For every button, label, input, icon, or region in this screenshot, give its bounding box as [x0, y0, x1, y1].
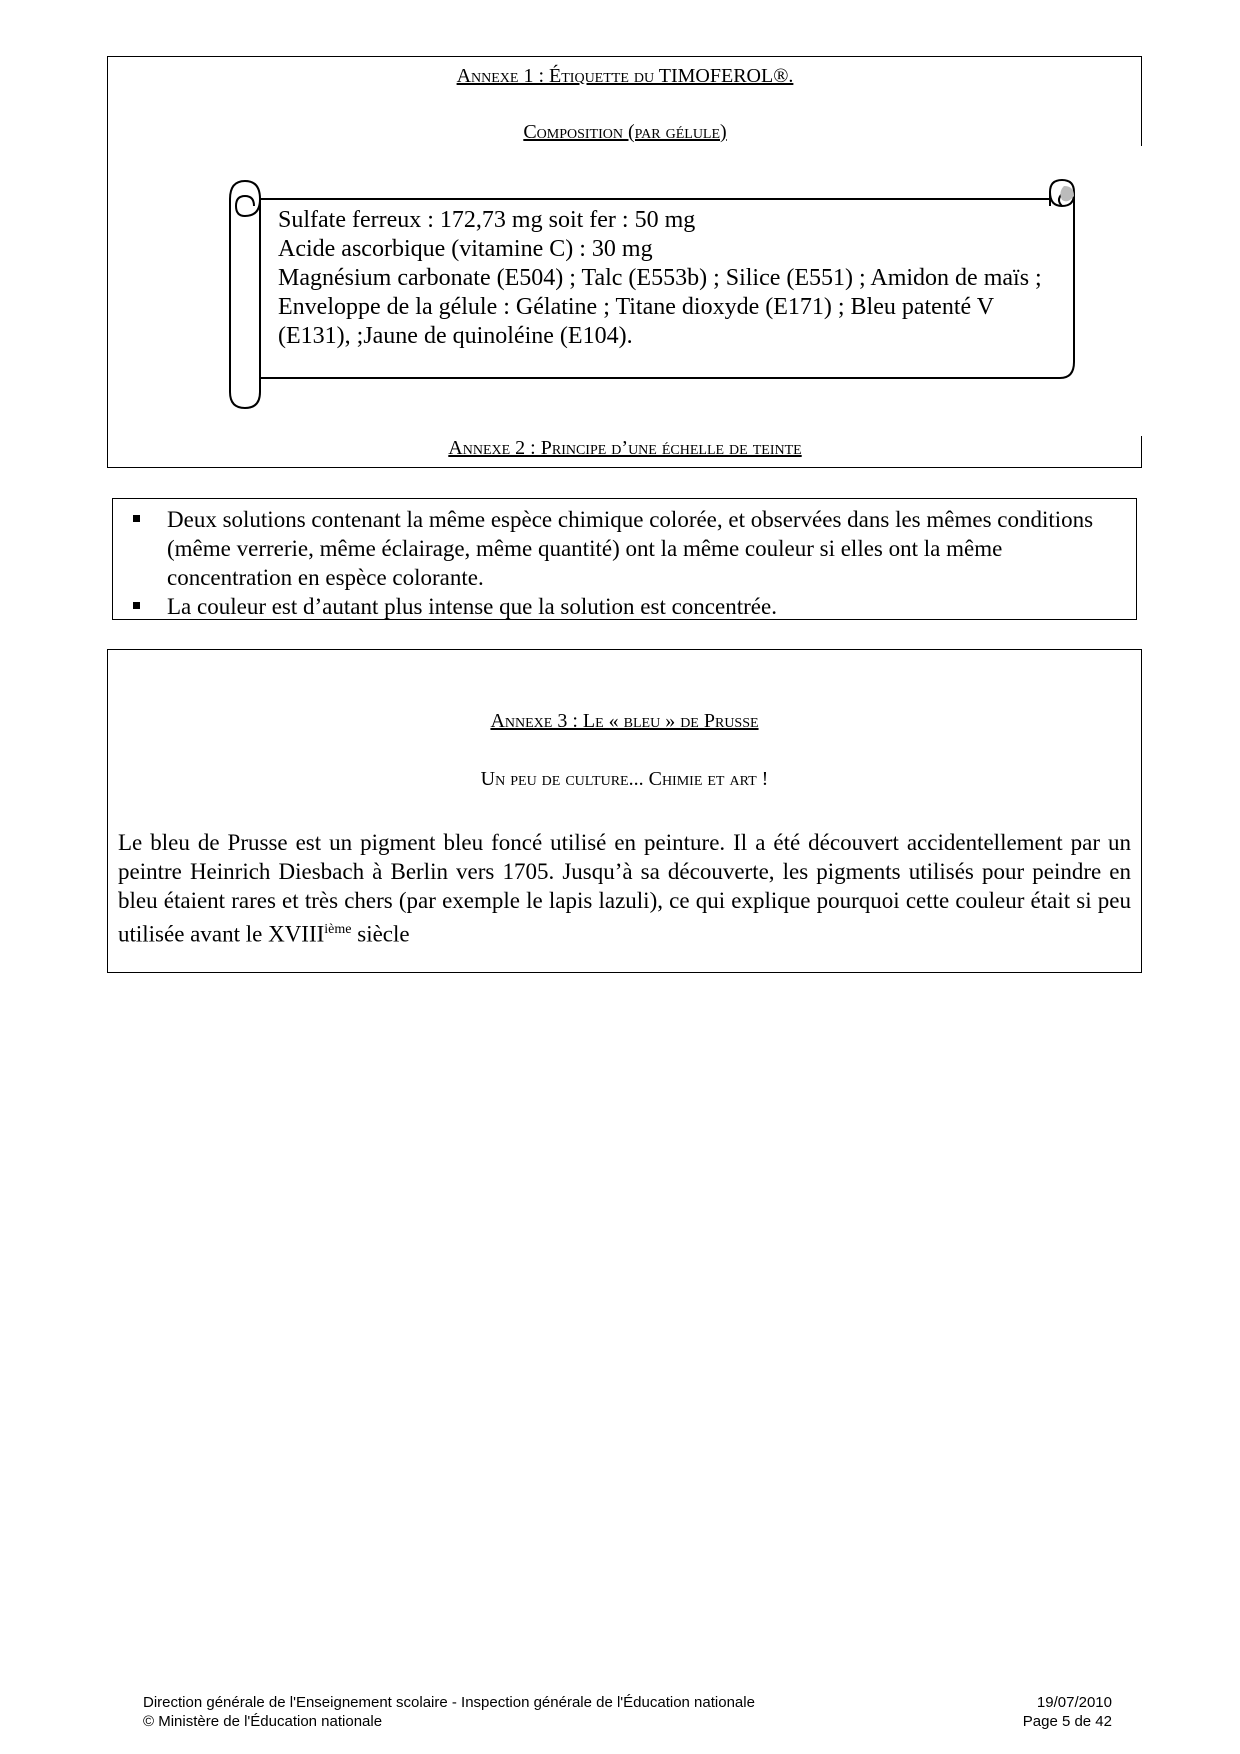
principle-list [123, 505, 1123, 621]
annexe-3-frame [107, 649, 1142, 973]
square-bullet-icon [133, 515, 140, 522]
list-item [123, 592, 1123, 621]
footer-right [960, 1693, 1112, 1731]
label-line: Magnésium carbonate (E504) ; Talc (E553b) ; Silice (E551) ; Amidon de maïs ; Enveloppe de la gélule : Gélatine ; Titane dioxyde (E171) ; Bleu patenté V (E131), ;Jaune de quinoléine (E104). [278, 265, 1042, 349]
label-composition-text [278, 206, 1068, 351]
frame-edge [1141, 436, 1142, 468]
footer-line-2: © Ministère de l'Éducation nationale [143, 1713, 383, 1730]
annexe-3-paragraph [118, 828, 1131, 949]
paragraph-end: siècle [351, 921, 410, 947]
annexe-2-title: Annexe 2 : Principe d’une échelle de teinte [448, 437, 802, 459]
list-item [123, 505, 1123, 592]
footer-date: 19/07/2010 [1036, 1694, 1112, 1711]
annexe-3-title: Annexe 3 : Le « bleu » de Prusse [490, 710, 759, 732]
paragraph-text: Le bleu de Prusse est un pigment bleu foncé utilisé en peinture. Il a été découvert accidentellement par un peintre Heinrich Diesbach à Berlin vers 1705. Jusqu’à sa découverte, les pigments utilisés pour peindre en bleu étaient rares et très chers (par exemple le lapis lazuli), ce qui explique pourquoi cette couleur était si peu utilisée avant le XVIII [118, 830, 1131, 947]
square-bullet-icon [133, 602, 140, 609]
footer-left [143, 1693, 755, 1731]
annexe-2-frame [112, 498, 1137, 620]
annexe-1-subtitle: Composition (par gélule) [523, 121, 727, 143]
superscript: ième [324, 922, 352, 937]
frame-edge [1141, 56, 1142, 146]
footer-line-1: Direction générale de l'Enseignement scolaire - Inspection générale de l'Éducation nationale [143, 1694, 755, 1711]
annexe-1-title: Annexe 1 : Étiquette du TIMOFEROL®. [456, 65, 794, 87]
annexe-3-subtitle: Un peu de culture... Chimie et art ! [480, 768, 769, 790]
list-item-text: La couleur est d’autant plus intense que la solution est concentrée. [167, 594, 777, 619]
label-line: Sulfate ferreux : 172,73 mg soit fer : 50 mg [278, 207, 696, 233]
list-item-text: Deux solutions contenant la même espèce chimique colorée, et observées dans les mêmes conditions (même verrerie, même éclairage, même quantité) ont la même couleur si elles ont la même concentration en espèce colorante. [167, 507, 1094, 590]
label-line: Acide ascorbique (vitamine C) : 30 mg [278, 236, 653, 262]
footer-page-number: Page 5 de 42 [1022, 1713, 1112, 1730]
